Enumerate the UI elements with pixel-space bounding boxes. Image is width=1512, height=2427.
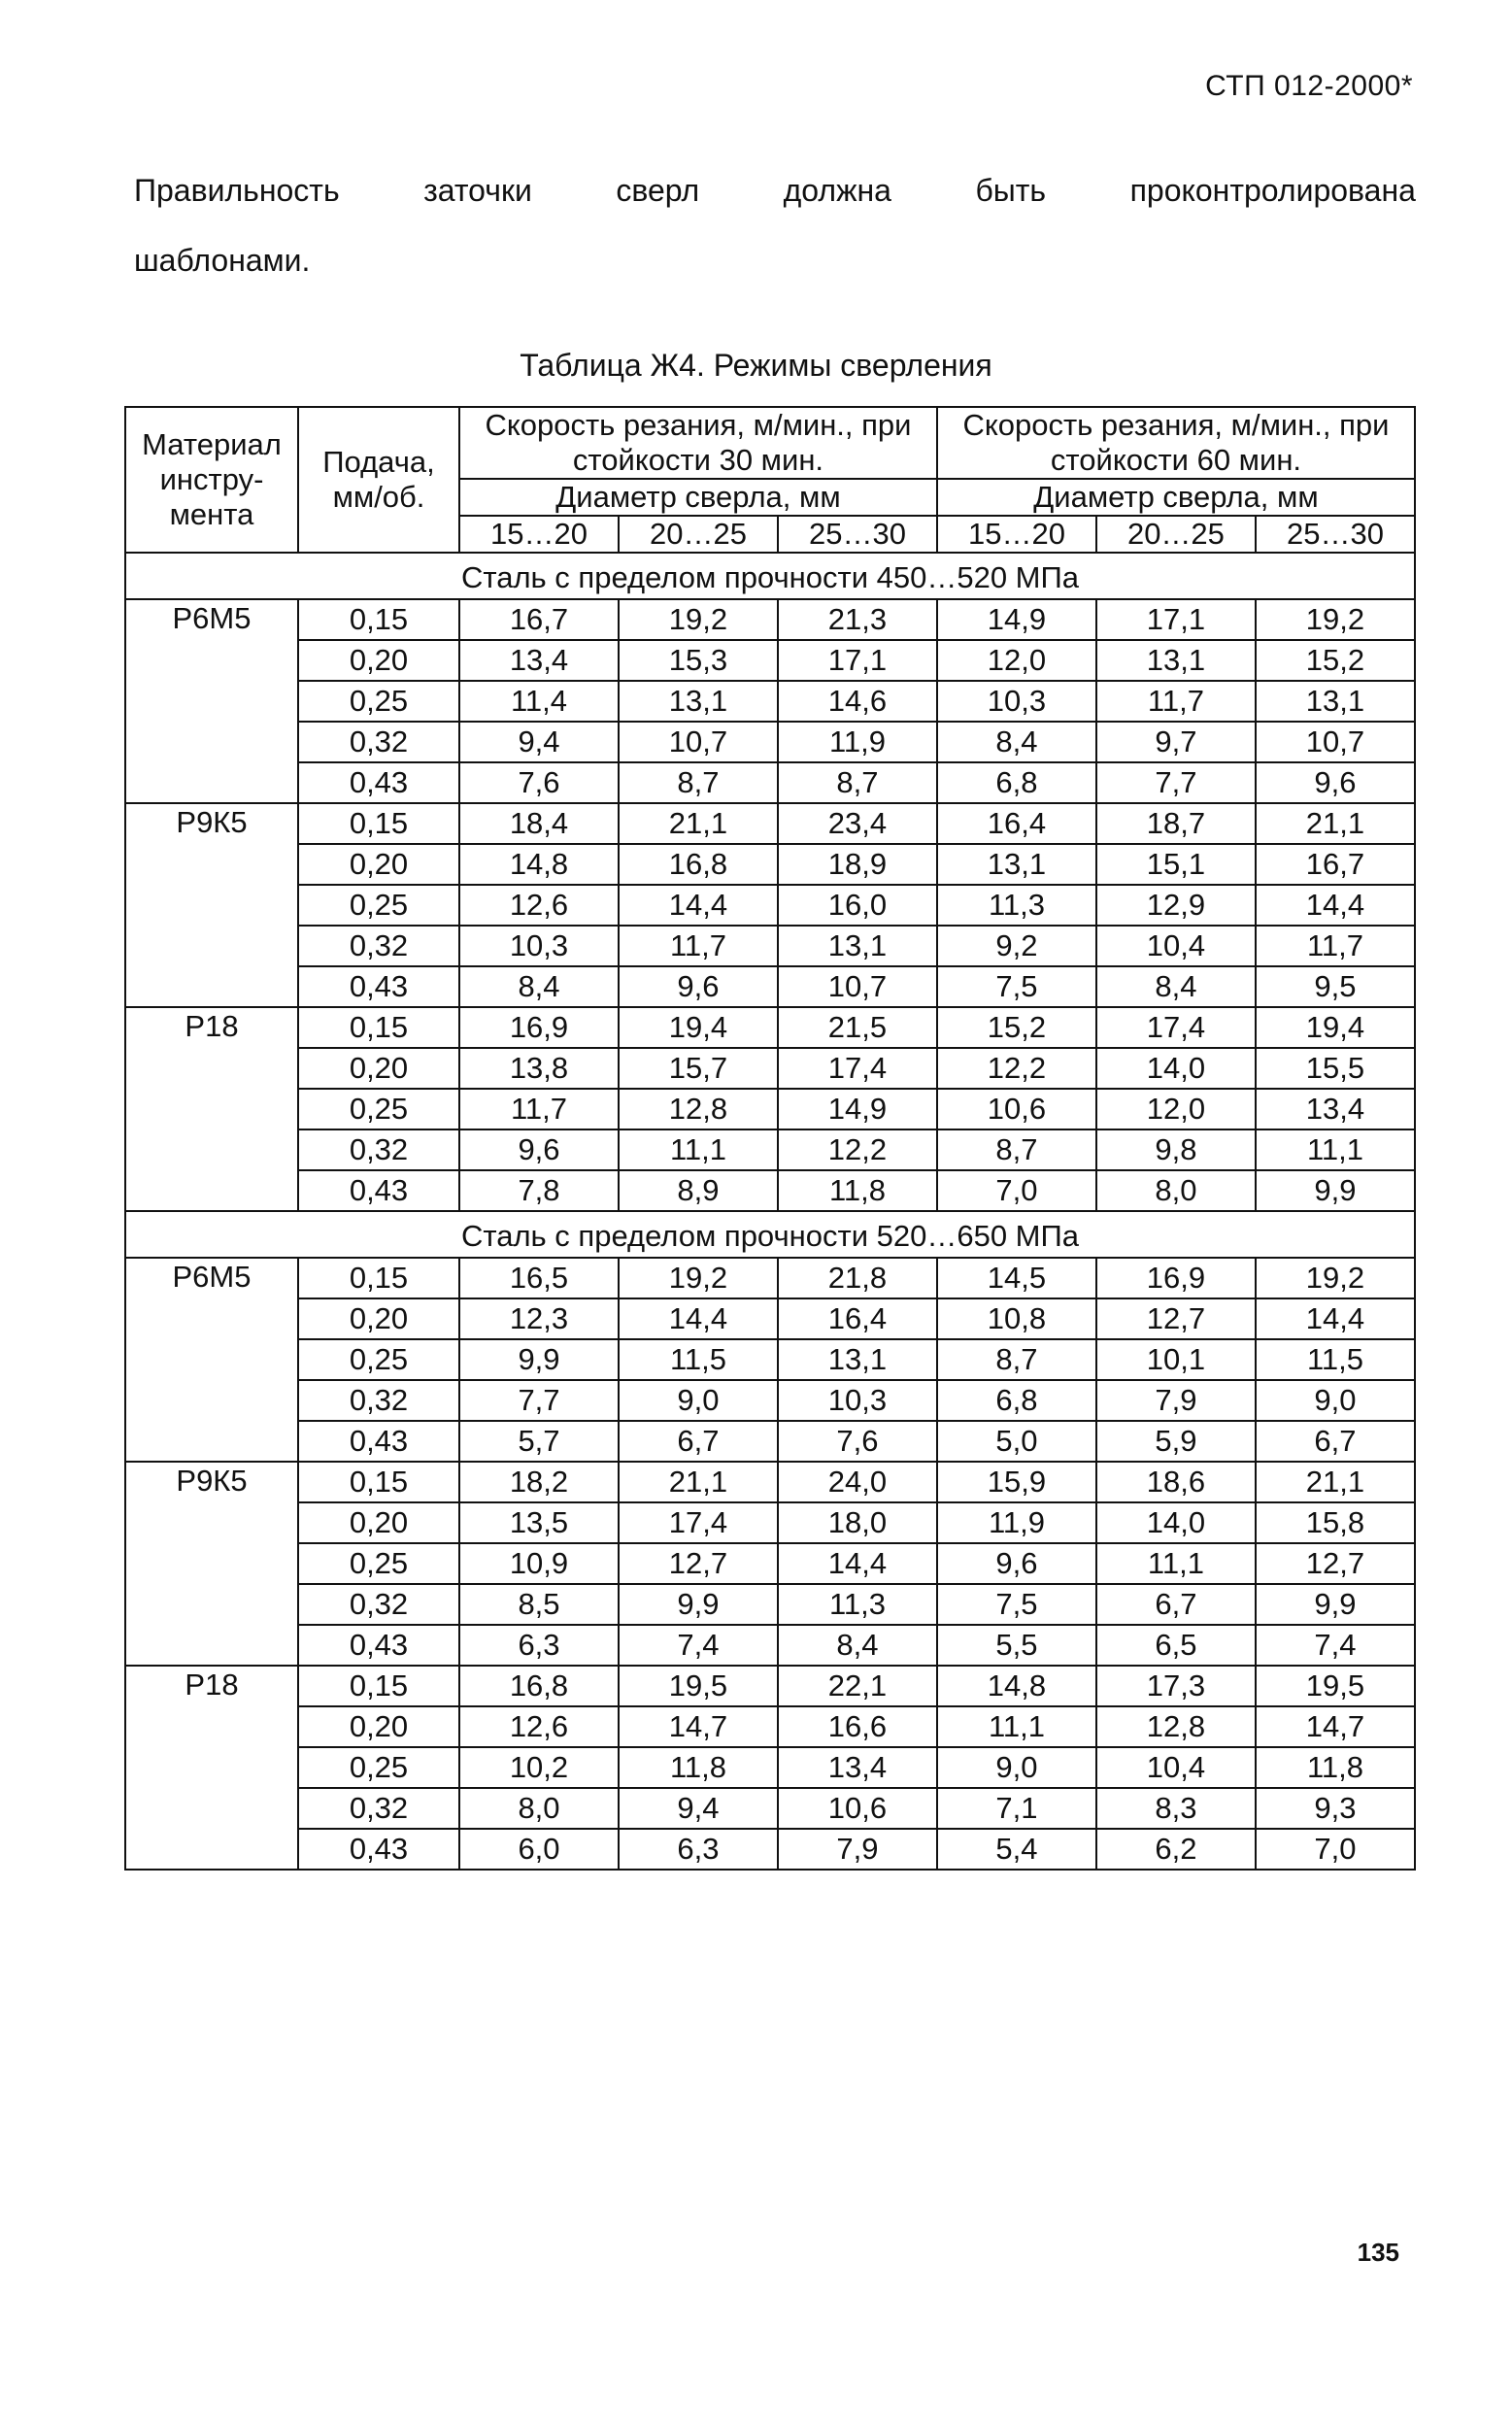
speed-cell: 17,1: [1096, 599, 1256, 640]
paragraph-word: должна: [783, 173, 891, 208]
speed-cell: 9,0: [937, 1747, 1096, 1788]
speed-cell: 15,1: [1096, 844, 1256, 885]
feed-cell: 0,43: [298, 1170, 459, 1211]
speed-cell: 14,8: [459, 844, 619, 885]
speed-cell: 7,7: [1096, 762, 1256, 803]
speed-cell: 12,6: [459, 885, 619, 926]
speed-cell: 9,2: [937, 926, 1096, 966]
table-row: [125, 1584, 1415, 1625]
speed-cell: 11,5: [619, 1339, 778, 1380]
speed-cell: 16,9: [1096, 1258, 1256, 1298]
speed-cell: 9,9: [459, 1339, 619, 1380]
speed-cell: 13,5: [459, 1502, 619, 1543]
material-cell: Р6М5: [125, 1258, 298, 1462]
speed-cell: 19,5: [619, 1666, 778, 1706]
speed-cell: 8,4: [1096, 966, 1256, 1007]
speed-cell: 21,1: [1256, 803, 1415, 844]
speed-cell: 12,8: [619, 1089, 778, 1129]
speed-cell: 15,3: [619, 640, 778, 681]
speed-cell: 7,6: [778, 1421, 937, 1462]
table-row: [125, 1747, 1415, 1788]
feed-cell: 0,20: [298, 844, 459, 885]
speed-cell: 14,9: [778, 1089, 937, 1129]
speed-cell: 11,1: [1096, 1543, 1256, 1584]
table-row: [125, 1829, 1415, 1870]
speed-cell: 11,7: [619, 926, 778, 966]
speed-cell: 12,7: [1096, 1298, 1256, 1339]
material-cell: Р18: [125, 1666, 298, 1870]
group-title: Сталь с пределом прочности 520…650 МПа: [125, 1211, 1415, 1258]
speed-cell: 19,2: [619, 599, 778, 640]
table-row: [125, 1007, 1415, 1048]
speed-cell: 16,7: [1256, 844, 1415, 885]
speed-cell: 10,6: [937, 1089, 1096, 1129]
speed-cell: 16,6: [778, 1706, 937, 1747]
speed-cell: 8,7: [937, 1339, 1096, 1380]
speed-cell: 9,0: [619, 1380, 778, 1421]
speed-cell: 12,2: [937, 1048, 1096, 1089]
speed-cell: 21,1: [619, 1462, 778, 1502]
speed-cell: 7,4: [1256, 1625, 1415, 1666]
speed-cell: 21,1: [619, 803, 778, 844]
speed-cell: 12,7: [619, 1543, 778, 1584]
table-row: [125, 681, 1415, 722]
speed-cell: 9,9: [1256, 1584, 1415, 1625]
speed-cell: 9,6: [1256, 762, 1415, 803]
speed-cell: 11,1: [1256, 1129, 1415, 1170]
feed-cell: 0,20: [298, 640, 459, 681]
speed-cell: 10,7: [619, 722, 778, 762]
table-row: [125, 1706, 1415, 1747]
feed-cell: 0,25: [298, 681, 459, 722]
speed-cell: 10,7: [778, 966, 937, 1007]
speed-cell: 6,0: [459, 1829, 619, 1870]
table-row: [125, 722, 1415, 762]
speed-cell: 8,7: [937, 1129, 1096, 1170]
feed-cell: 0,15: [298, 803, 459, 844]
speed-cell: 17,4: [1096, 1007, 1256, 1048]
speed-cell: 7,6: [459, 762, 619, 803]
speed-cell: 14,9: [937, 599, 1096, 640]
table-caption: Таблица Ж4. Режимы сверления: [520, 348, 992, 383]
header-speed-60: Скорость резания, м/мин., при стойкости 60 мин.: [937, 407, 1415, 479]
speed-cell: 7,4: [619, 1625, 778, 1666]
header-diameter-range: 15…20: [459, 516, 619, 553]
speed-cell: 5,0: [937, 1421, 1096, 1462]
table-row: [125, 1298, 1415, 1339]
speed-cell: 11,7: [459, 1089, 619, 1129]
speed-cell: 9,6: [619, 966, 778, 1007]
speed-cell: 7,9: [778, 1829, 937, 1870]
table-row: [125, 926, 1415, 966]
speed-cell: 11,8: [778, 1170, 937, 1211]
speed-cell: 9,4: [459, 722, 619, 762]
speed-cell: 6,8: [937, 762, 1096, 803]
group-header-row: [125, 553, 1415, 599]
speed-cell: 11,3: [937, 885, 1096, 926]
paragraph-word: проконтролирована: [1129, 173, 1416, 208]
material-cell: Р9К5: [125, 1462, 298, 1666]
speed-cell: 19,5: [1256, 1666, 1415, 1706]
speed-cell: 8,4: [459, 966, 619, 1007]
table-row: [125, 1462, 1415, 1502]
feed-cell: 0,20: [298, 1298, 459, 1339]
speed-cell: 8,7: [619, 762, 778, 803]
header-diameter-range: 25…30: [1256, 516, 1415, 553]
table-row: [125, 1666, 1415, 1706]
speed-cell: 7,5: [937, 1584, 1096, 1625]
speed-cell: 19,2: [1256, 599, 1415, 640]
feed-cell: 0,43: [298, 1421, 459, 1462]
speed-cell: 14,8: [937, 1666, 1096, 1706]
feed-cell: 0,25: [298, 885, 459, 926]
speed-cell: 18,9: [778, 844, 937, 885]
speed-cell: 18,4: [459, 803, 619, 844]
header-diameter-30: Диаметр сверла, мм: [459, 479, 937, 516]
document-code: СТП 012-2000*: [1205, 70, 1413, 102]
speed-cell: 13,1: [619, 681, 778, 722]
table-row: [125, 1625, 1415, 1666]
speed-cell: 14,4: [619, 885, 778, 926]
speed-cell: 7,8: [459, 1170, 619, 1211]
header-diameter-range: 15…20: [937, 516, 1096, 553]
speed-cell: 13,1: [778, 926, 937, 966]
feed-cell: 0,32: [298, 1788, 459, 1829]
group-title: Сталь с пределом прочности 450…520 МПа: [125, 553, 1415, 599]
feed-cell: 0,15: [298, 1666, 459, 1706]
feed-cell: 0,32: [298, 1129, 459, 1170]
speed-cell: 11,9: [778, 722, 937, 762]
speed-cell: 14,4: [1256, 885, 1415, 926]
speed-cell: 22,1: [778, 1666, 937, 1706]
drilling-modes-table: [124, 406, 1416, 1871]
speed-cell: 12,9: [1096, 885, 1256, 926]
speed-cell: 16,0: [778, 885, 937, 926]
speed-cell: 14,0: [1096, 1502, 1256, 1543]
speed-cell: 18,7: [1096, 803, 1256, 844]
speed-cell: 13,4: [1256, 1089, 1415, 1129]
speed-cell: 5,7: [459, 1421, 619, 1462]
speed-cell: 6,3: [619, 1829, 778, 1870]
speed-cell: 6,8: [937, 1380, 1096, 1421]
table-row: [125, 1170, 1415, 1211]
table-row: [125, 599, 1415, 640]
feed-cell: 0,32: [298, 1380, 459, 1421]
speed-cell: 17,4: [619, 1502, 778, 1543]
speed-cell: 9,5: [1256, 966, 1415, 1007]
speed-cell: 9,6: [459, 1129, 619, 1170]
feed-cell: 0,15: [298, 1007, 459, 1048]
speed-cell: 11,4: [459, 681, 619, 722]
table-row: [125, 803, 1415, 844]
speed-cell: 7,7: [459, 1380, 619, 1421]
speed-cell: 13,8: [459, 1048, 619, 1089]
material-cell: Р9К5: [125, 803, 298, 1007]
speed-cell: 14,6: [778, 681, 937, 722]
table-row: [125, 1129, 1415, 1170]
speed-cell: 12,0: [937, 640, 1096, 681]
material-cell: Р6М5: [125, 599, 298, 803]
feed-cell: 0,32: [298, 1584, 459, 1625]
feed-cell: 0,15: [298, 599, 459, 640]
speed-cell: 8,9: [619, 1170, 778, 1211]
speed-cell: 18,2: [459, 1462, 619, 1502]
paragraph-word: Правильность: [134, 173, 340, 208]
feed-cell: 0,43: [298, 1625, 459, 1666]
table-row: [125, 1258, 1415, 1298]
header-diameter-range: 20…25: [619, 516, 778, 553]
speed-cell: 9,0: [1256, 1380, 1415, 1421]
speed-cell: 16,8: [619, 844, 778, 885]
group-header-row: [125, 1211, 1415, 1258]
feed-cell: 0,43: [298, 1829, 459, 1870]
speed-cell: 14,4: [1256, 1298, 1415, 1339]
speed-cell: 15,8: [1256, 1502, 1415, 1543]
feed-cell: 0,25: [298, 1089, 459, 1129]
speed-cell: 6,2: [1096, 1829, 1256, 1870]
speed-cell: 11,1: [937, 1706, 1096, 1747]
speed-cell: 16,8: [459, 1666, 619, 1706]
speed-cell: 16,5: [459, 1258, 619, 1298]
feed-cell: 0,20: [298, 1048, 459, 1089]
speed-cell: 8,3: [1096, 1788, 1256, 1829]
speed-cell: 9,4: [619, 1788, 778, 1829]
speed-cell: 8,7: [778, 762, 937, 803]
speed-cell: 19,4: [619, 1007, 778, 1048]
speed-cell: 6,5: [1096, 1625, 1256, 1666]
speed-cell: 10,4: [1096, 926, 1256, 966]
feed-cell: 0,25: [298, 1339, 459, 1380]
speed-cell: 8,4: [937, 722, 1096, 762]
table-row: [125, 1421, 1415, 1462]
speed-cell: 12,7: [1256, 1543, 1415, 1584]
speed-cell: 14,0: [1096, 1048, 1256, 1089]
speed-cell: 13,4: [459, 640, 619, 681]
speed-cell: 14,4: [778, 1543, 937, 1584]
speed-cell: 10,3: [937, 681, 1096, 722]
feed-cell: 0,43: [298, 762, 459, 803]
speed-cell: 10,2: [459, 1747, 619, 1788]
speed-cell: 14,4: [619, 1298, 778, 1339]
speed-cell: 21,1: [1256, 1462, 1415, 1502]
speed-cell: 9,8: [1096, 1129, 1256, 1170]
speed-cell: 9,9: [1256, 1170, 1415, 1211]
speed-cell: 8,0: [1096, 1170, 1256, 1211]
paragraph-word: быть: [975, 173, 1047, 208]
speed-cell: 7,0: [937, 1170, 1096, 1211]
feed-cell: 0,25: [298, 1747, 459, 1788]
speed-cell: 11,5: [1256, 1339, 1415, 1380]
speed-cell: 6,3: [459, 1625, 619, 1666]
table-row: [125, 1502, 1415, 1543]
table-row: [125, 1089, 1415, 1129]
speed-cell: 14,7: [619, 1706, 778, 1747]
speed-cell: 15,5: [1256, 1048, 1415, 1089]
speed-cell: 13,1: [778, 1339, 937, 1380]
speed-cell: 12,6: [459, 1706, 619, 1747]
speed-cell: 10,4: [1096, 1747, 1256, 1788]
paragraph-word: сверл: [616, 173, 700, 208]
speed-cell: 15,2: [937, 1007, 1096, 1048]
speed-cell: 11,7: [1256, 926, 1415, 966]
speed-cell: 17,4: [778, 1048, 937, 1089]
feed-cell: 0,25: [298, 1543, 459, 1584]
feed-cell: 0,20: [298, 1706, 459, 1747]
table-body: [125, 553, 1415, 1870]
header-feed: Подача, мм/об.: [298, 407, 459, 553]
speed-cell: 8,0: [459, 1788, 619, 1829]
speed-cell: 11,8: [619, 1747, 778, 1788]
speed-cell: 21,5: [778, 1007, 937, 1048]
speed-cell: 5,5: [937, 1625, 1096, 1666]
header-diameter-60: Диаметр сверла, мм: [937, 479, 1415, 516]
speed-cell: 9,7: [1096, 722, 1256, 762]
speed-cell: 12,3: [459, 1298, 619, 1339]
feed-cell: 0,20: [298, 1502, 459, 1543]
speed-cell: 13,1: [1256, 681, 1415, 722]
speed-cell: 19,2: [1256, 1258, 1415, 1298]
speed-cell: 5,9: [1096, 1421, 1256, 1462]
speed-cell: 15,2: [1256, 640, 1415, 681]
speed-cell: 19,4: [1256, 1007, 1415, 1048]
speed-cell: 7,1: [937, 1788, 1096, 1829]
speed-cell: 12,8: [1096, 1706, 1256, 1747]
speed-cell: 16,9: [459, 1007, 619, 1048]
speed-cell: 10,9: [459, 1543, 619, 1584]
speed-cell: 7,0: [1256, 1829, 1415, 1870]
speed-cell: 13,1: [937, 844, 1096, 885]
material-cell: Р18: [125, 1007, 298, 1211]
feed-cell: 0,43: [298, 966, 459, 1007]
speed-cell: 21,3: [778, 599, 937, 640]
speed-cell: 16,7: [459, 599, 619, 640]
table-row: [125, 1543, 1415, 1584]
table-row: [125, 1788, 1415, 1829]
speed-cell: 10,8: [937, 1298, 1096, 1339]
speed-cell: 5,4: [937, 1829, 1096, 1870]
speed-cell: 13,4: [778, 1747, 937, 1788]
speed-cell: 12,2: [778, 1129, 937, 1170]
table-row: [125, 640, 1415, 681]
feed-cell: 0,32: [298, 926, 459, 966]
table-header: [125, 407, 1415, 553]
speed-cell: 8,4: [778, 1625, 937, 1666]
speed-cell: 11,3: [778, 1584, 937, 1625]
speed-cell: 8,5: [459, 1584, 619, 1625]
speed-cell: 17,3: [1096, 1666, 1256, 1706]
speed-cell: 11,9: [937, 1502, 1096, 1543]
header-diameter-range: 25…30: [778, 516, 937, 553]
table-row: [125, 762, 1415, 803]
table-row: [125, 1339, 1415, 1380]
speed-cell: 23,4: [778, 803, 937, 844]
speed-cell: 16,4: [937, 803, 1096, 844]
speed-cell: 10,3: [778, 1380, 937, 1421]
feed-cell: 0,15: [298, 1258, 459, 1298]
feed-cell: 0,15: [298, 1462, 459, 1502]
speed-cell: 17,1: [778, 640, 937, 681]
speed-cell: 11,8: [1256, 1747, 1415, 1788]
table-row: [125, 1380, 1415, 1421]
speed-cell: 10,7: [1256, 722, 1415, 762]
speed-cell: 18,6: [1096, 1462, 1256, 1502]
speed-cell: 10,3: [459, 926, 619, 966]
feed-cell: 0,32: [298, 722, 459, 762]
speed-cell: 19,2: [619, 1258, 778, 1298]
speed-cell: 11,1: [619, 1129, 778, 1170]
speed-cell: 9,9: [619, 1584, 778, 1625]
speed-cell: 14,7: [1256, 1706, 1415, 1747]
speed-cell: 6,7: [1096, 1584, 1256, 1625]
speed-cell: 7,9: [1096, 1380, 1256, 1421]
speed-cell: 9,6: [937, 1543, 1096, 1584]
page-number: 135: [1357, 2238, 1399, 2267]
speed-cell: 16,4: [778, 1298, 937, 1339]
speed-cell: 10,1: [1096, 1339, 1256, 1380]
speed-cell: 7,5: [937, 966, 1096, 1007]
paragraph-word: заточки: [423, 173, 532, 208]
speed-cell: 12,0: [1096, 1089, 1256, 1129]
speed-cell: 6,7: [1256, 1421, 1415, 1462]
table-row: [125, 966, 1415, 1007]
speed-cell: 15,9: [937, 1462, 1096, 1502]
header-speed-30: Скорость резания, м/мин., при стойкости 30 мин.: [459, 407, 937, 479]
header-diameter-range: 20…25: [1096, 516, 1256, 553]
speed-cell: 10,6: [778, 1788, 937, 1829]
paragraph-line-2: шаблонами.: [134, 243, 311, 278]
speed-cell: 6,7: [619, 1421, 778, 1462]
table-row: [125, 844, 1415, 885]
table-row: [125, 885, 1415, 926]
speed-cell: 9,3: [1256, 1788, 1415, 1829]
header-material: Материал инстру-мента: [125, 407, 298, 553]
speed-cell: 15,7: [619, 1048, 778, 1089]
speed-cell: 14,5: [937, 1258, 1096, 1298]
table-row: [125, 1048, 1415, 1089]
speed-cell: 13,1: [1096, 640, 1256, 681]
speed-cell: 18,0: [778, 1502, 937, 1543]
speed-cell: 11,7: [1096, 681, 1256, 722]
speed-cell: 24,0: [778, 1462, 937, 1502]
paragraph-line-1: [134, 173, 1416, 209]
speed-cell: 21,8: [778, 1258, 937, 1298]
